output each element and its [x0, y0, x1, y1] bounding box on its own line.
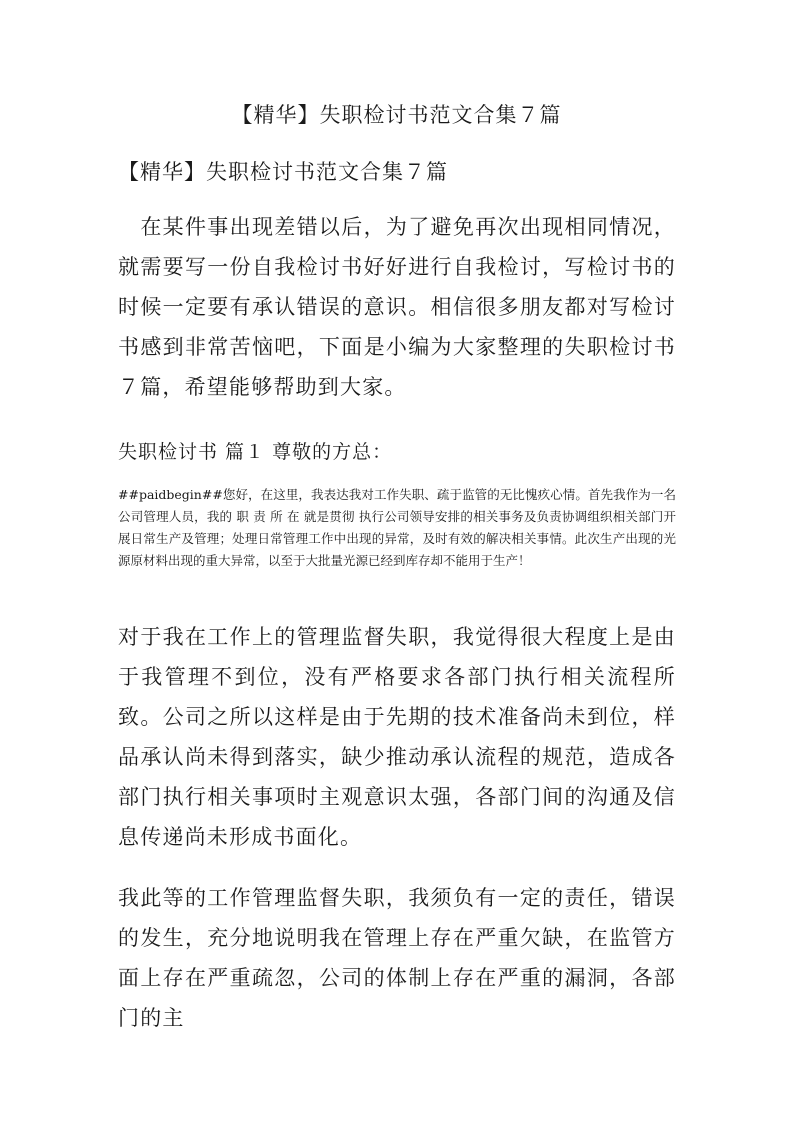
document-title: 【精华】失职检讨书范文合集７篇: [231, 103, 562, 127]
document-subtitle: 【精华】失职检讨书范文合集７篇: [118, 160, 448, 184]
letter-opening-paragraph: ##paidbegin##您好，在这里，我表达我对工作失职、疏于监管的无比愧疚心情。首先我作为一名公司管理人员，我的 职 责 所 在 就是贯彻 执行公司领导安排的相关事务及负责协调组织相关部门开展日常生产及管理；处理日常管理工作中出现的异常，及时有效的解决相关事情。此次生产出现的光源原材料出现的重大异常，以至于大批量光源已经到库存却不能用于生产！: [118, 487, 676, 568]
body-paragraph-2: 我此等的工作管理监督失职，我须负有一定的责任，错误的发生，充分地说明我在管理上存在严重欠缺，在监管方面上存在严重疏忽，公司的体制上存在严重的漏洞，各部门的主: [118, 886, 676, 1030]
intro-paragraph-text: 在某件事出现差错以后，为了避免再次出现相同情况，就需要写一份自我检讨书好好进行自我检讨，写检讨书的时候一定要有承认错误的意识。相信很多朋友都对写检讨书感到非常苦恼吧，下面是小编为大家整理的失职检讨书７篇，希望能够帮助到大家。: [118, 215, 676, 399]
intro-paragraph: [118, 207, 676, 407]
section-heading: 失职检讨书 篇１ 尊敬的方总：: [118, 441, 393, 463]
body-paragraph-1: 对于我在工作上的管理监督失职，我觉得很大程度上是由于我管理不到位，没有严格要求各部门执行相关流程所致。公司之所以这样是由于先期的技术准备尚未到位，样品承认尚未得到落实，缺少推动承认流程的规范，造成各部门执行相关事项时主观意识太强，各部门间的沟通及信息传递尚未形成书面化。: [118, 625, 676, 849]
